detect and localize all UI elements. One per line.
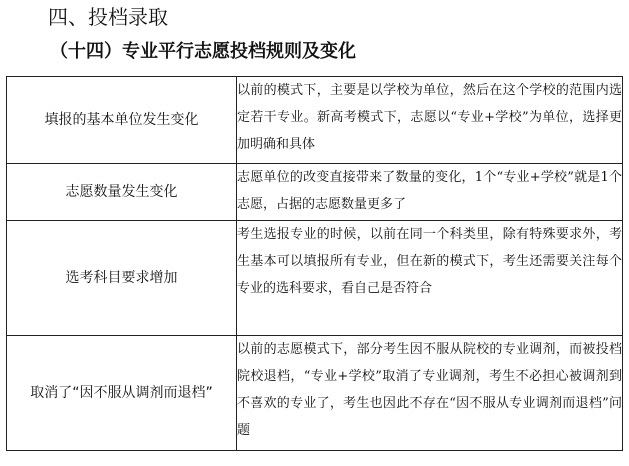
row-label: 志愿数量发生变化 (7, 164, 237, 221)
section-title: 四、投档录取 (48, 5, 168, 29)
row-label: 选考科目要求增加 (7, 221, 237, 336)
row-label: 取消了“因不服从调剂而退档” (7, 336, 237, 451)
row-description: 以前的模式下，主要是以学校为单位，然后在这个学校的范围内选定若干专业。新高考模式下，志愿以“专业+学校”为单位，选择更加明确和具体 (237, 77, 623, 164)
table-row (7, 164, 623, 221)
rules-table (6, 76, 623, 451)
row-label: 填报的基本单位发生变化 (7, 77, 237, 164)
table-row (7, 221, 623, 336)
table-row (7, 77, 623, 164)
row-description: 考生选报专业的时候，以前在同一个科类里，除有特殊要求外，考生基本可以填报所有专业，但在新的模式下，考生还需要关注每个专业的选科要求，看自己是否符合 (237, 221, 623, 336)
table-row (7, 336, 623, 451)
subsection-title: （十四）专业平行志愿投档规则及变化 (50, 41, 356, 62)
row-description: 以前的志愿模式下，部分考生因不服从院校的专业调剂，而被投档院校退档，“专业+学校”取消了专业调剂，考生不必担心被调剂到不喜欢的专业了，考生也因此不存在“因不服从专业调剂而退档”问题 (237, 336, 623, 451)
row-description: 志愿单位的改变直接带来了数量的变化，1个“专业+学校”就是1个志愿，占据的志愿数量更多了 (237, 164, 623, 221)
